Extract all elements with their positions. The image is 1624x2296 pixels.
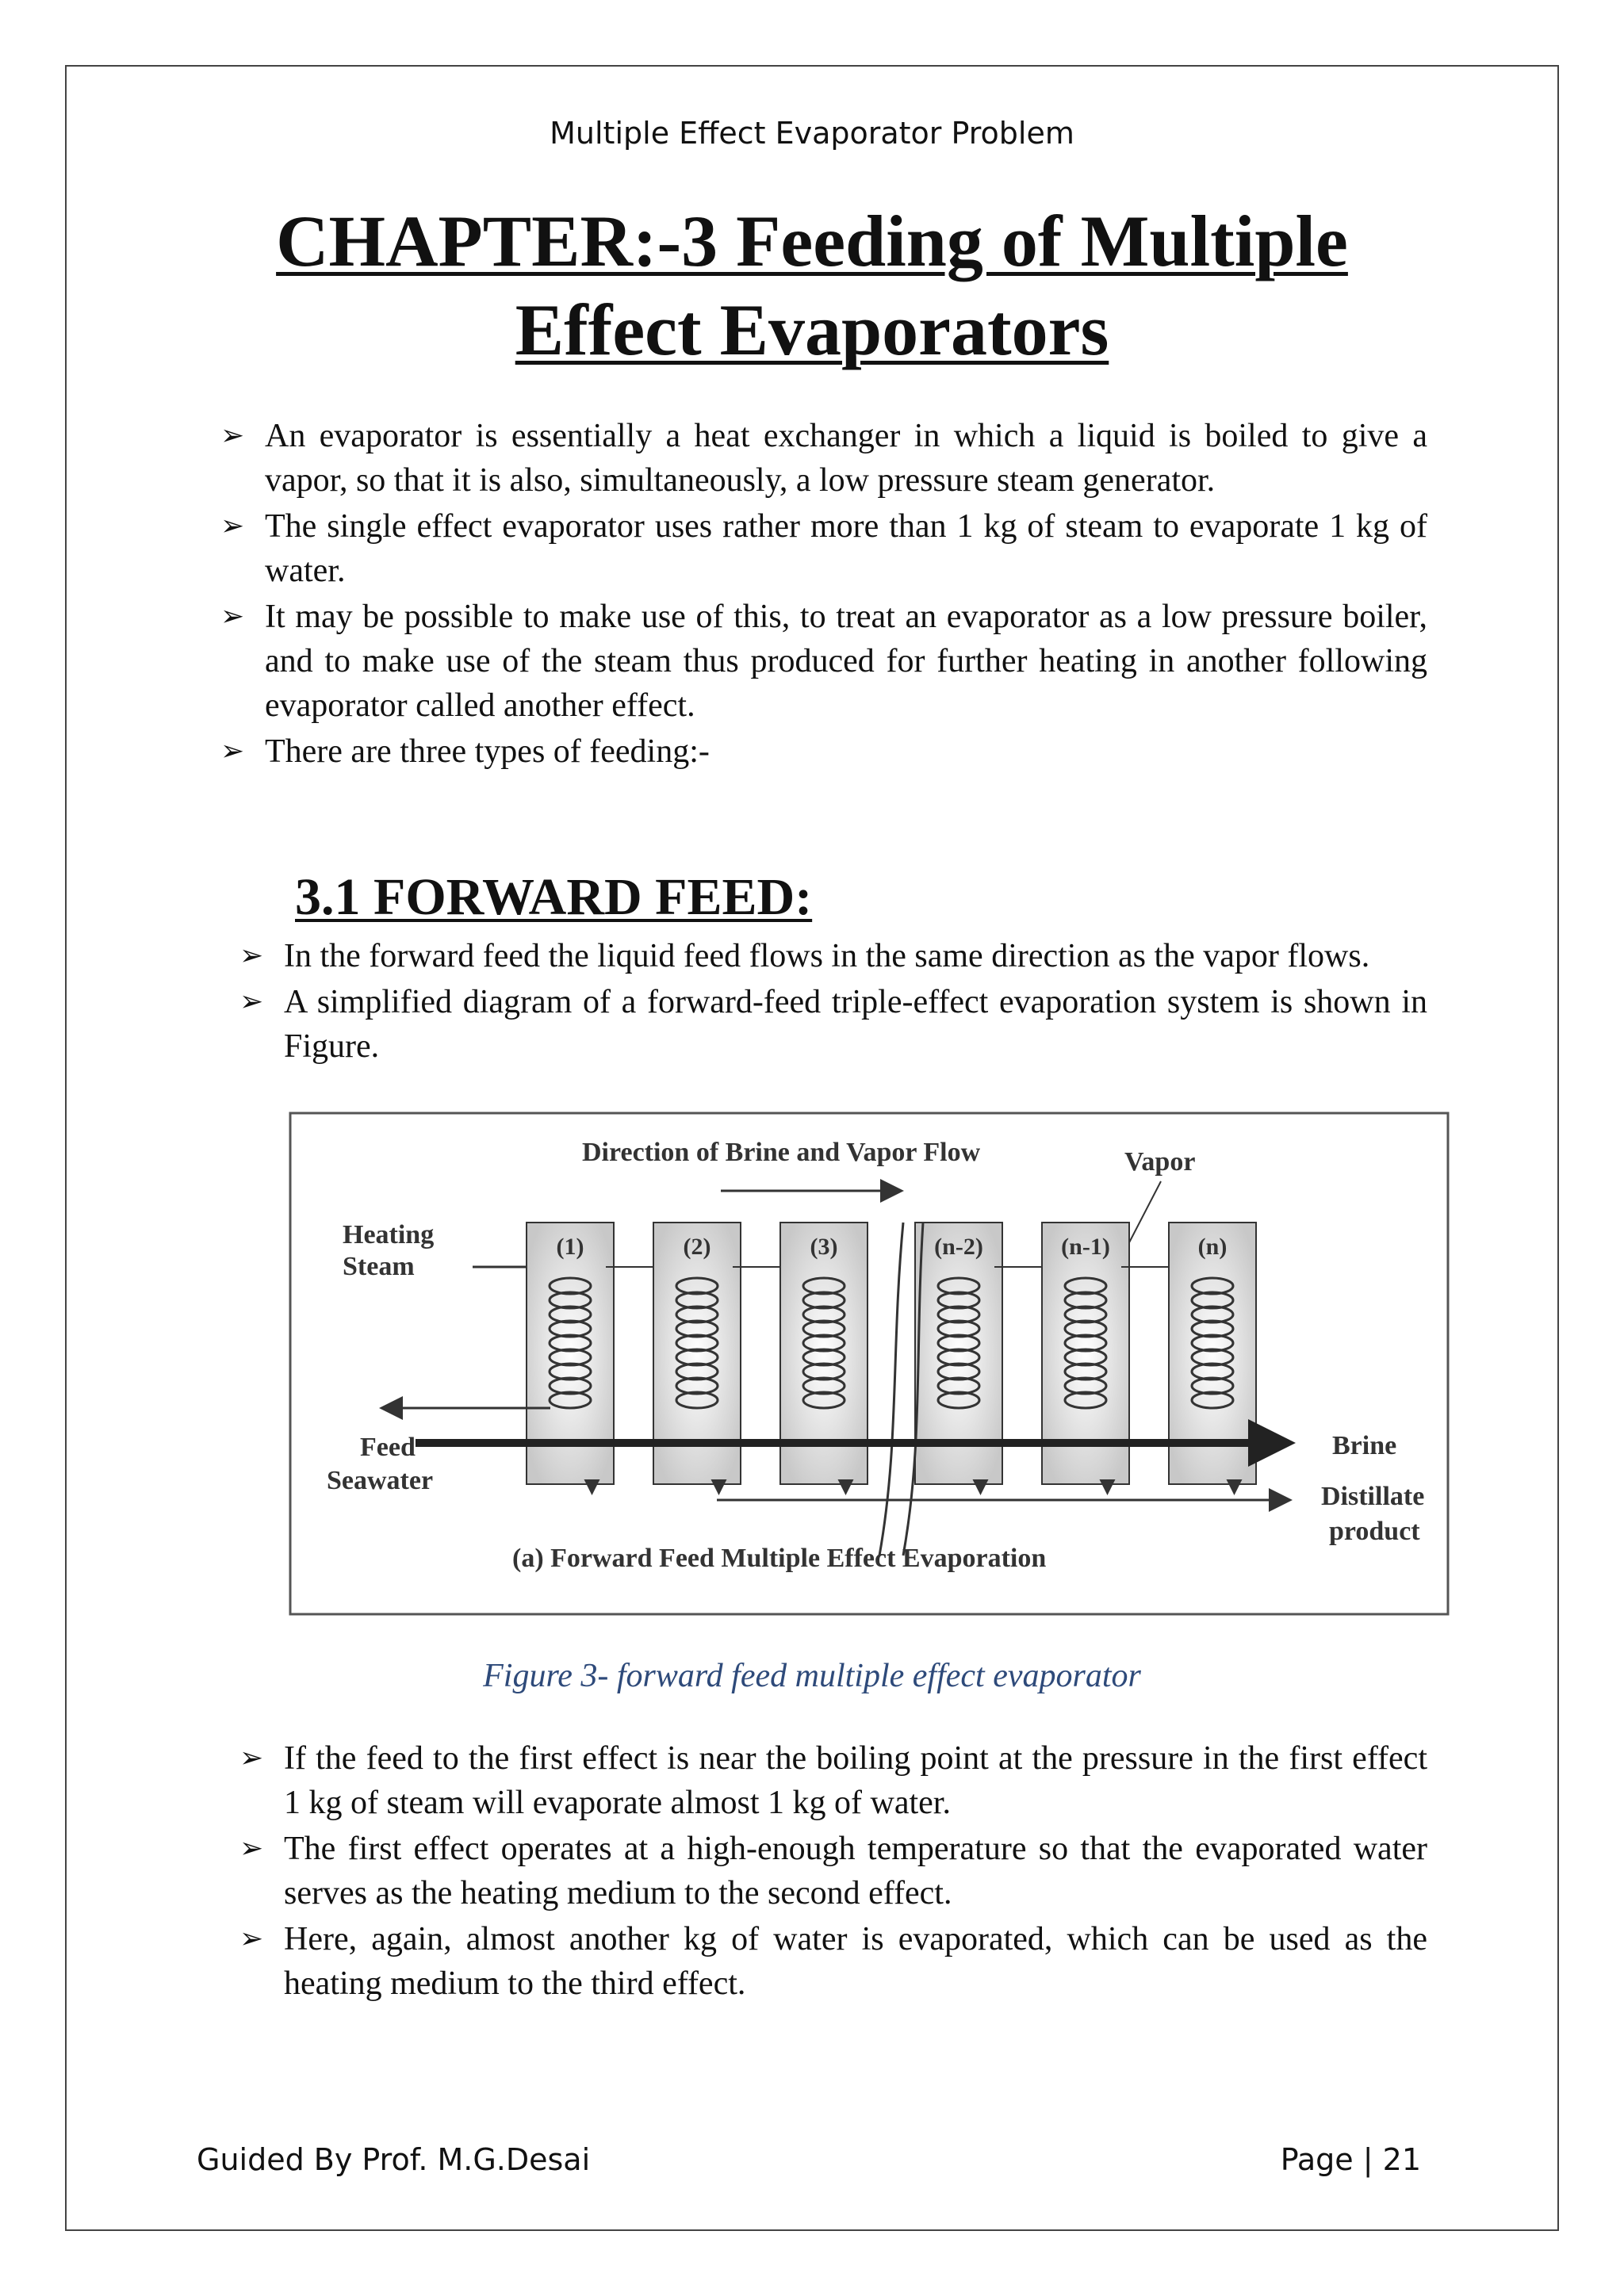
forward-feed-diagram [289,1112,1450,1616]
figure-caption: Figure 3- forward feed multiple effect evaporator [483,1658,1141,1694]
list-item: ➢ The first effect operates at a high-enough temperature so that the evaporated water serves as the heating medium to the second effect. [239,1827,1427,1915]
running-header: Multiple Effect Evaporator Problem [550,116,1074,151]
footer-page-number: Page | 21 [1280,2142,1421,2177]
intro-bullet-list [220,414,1427,775]
direction-label: Direction of Brine and Vapor Flow [582,1138,981,1167]
arrow-bullet-icon: ➢ [220,600,245,633]
arrow-bullet-icon: ➢ [220,510,245,542]
list-item: ➢ If the feed to the first effect is near the boiling point at the pressure in the first effect 1 kg of steam will evaporate almost 1 kg of water. [239,1736,1427,1825]
feed-label-1: Feed [360,1433,416,1462]
list-item: ➢ In the forward feed the liquid feed flows in the same direction as the vapor flows. [239,934,1427,978]
arrow-bullet-icon: ➢ [239,1742,264,1774]
effect-label: (3) [810,1234,838,1260]
arrow-bullet-icon: ➢ [220,419,245,452]
list-item: ➢ An evaporator is essentially a heat exchanger in which a liquid is boiled to give a vapor, so that it is also, simultaneously, a low pressure steam generator. [220,414,1427,503]
arrow-bullet-icon: ➢ [220,735,245,767]
vapor-label: Vapor [1124,1147,1196,1177]
figure-border [290,1113,1448,1614]
list-item: ➢ The single effect evaporator uses rather more than 1 kg of steam to evaporate 1 kg of water. [220,504,1427,593]
list-item: ➢ Here, again, almost another kg of water is evaporated, which can be used as the heating medium to the third effect. [239,1917,1427,2006]
break-line-1 [879,1223,903,1556]
effect-label: (1) [556,1234,584,1260]
list-item: ➢ There are three types of feeding:- [220,729,1427,774]
chapter-title-line2: Effect Evaporators [515,289,1109,370]
arrow-bullet-icon: ➢ [239,939,264,972]
list-item: ➢ It may be possible to make use of this, to treat an evaporator as a low pressure boiler, and to make use of the steam thus produced for further heating in another following evaporator called another effect. [220,595,1427,728]
after-bullet-list [239,1736,1427,2007]
brine-label: Brine [1332,1431,1397,1460]
effect-2 [780,1223,868,1492]
feed-label-2: Seawater [327,1466,434,1495]
section-heading: 3.1 FORWARD FEED: [295,868,813,926]
chapter-title [159,197,1465,374]
chapter-title-line1: CHAPTER:-3 Feeding of Multiple [276,201,1348,281]
heating-steam-label-1: Heating [343,1220,435,1249]
arrow-bullet-icon: ➢ [239,1832,264,1865]
effect-label: (n) [1197,1234,1228,1260]
effect-label: (n-1) [1061,1234,1110,1260]
heating-steam-label-2: Steam [343,1252,415,1281]
arrow-bullet-icon: ➢ [239,1923,264,1955]
effect-5 [1169,1223,1256,1492]
effect-label: (2) [683,1234,711,1260]
section-bullet-list [239,934,1427,1070]
arrow-bullet-icon: ➢ [239,985,264,1018]
list-item: ➢ A simplified diagram of a forward-feed triple-effect evaporation system is shown in Figure. [239,980,1427,1069]
distillate-label-1: Distillate [1321,1482,1425,1511]
footer-guide: Guided By Prof. M.G.Desai [197,2142,591,2177]
distillate-label-2: product [1329,1517,1420,1546]
figure-subcaption: (a) Forward Feed Multiple Effect Evaporation [512,1544,1047,1573]
effect-label: (n-2) [934,1234,983,1260]
